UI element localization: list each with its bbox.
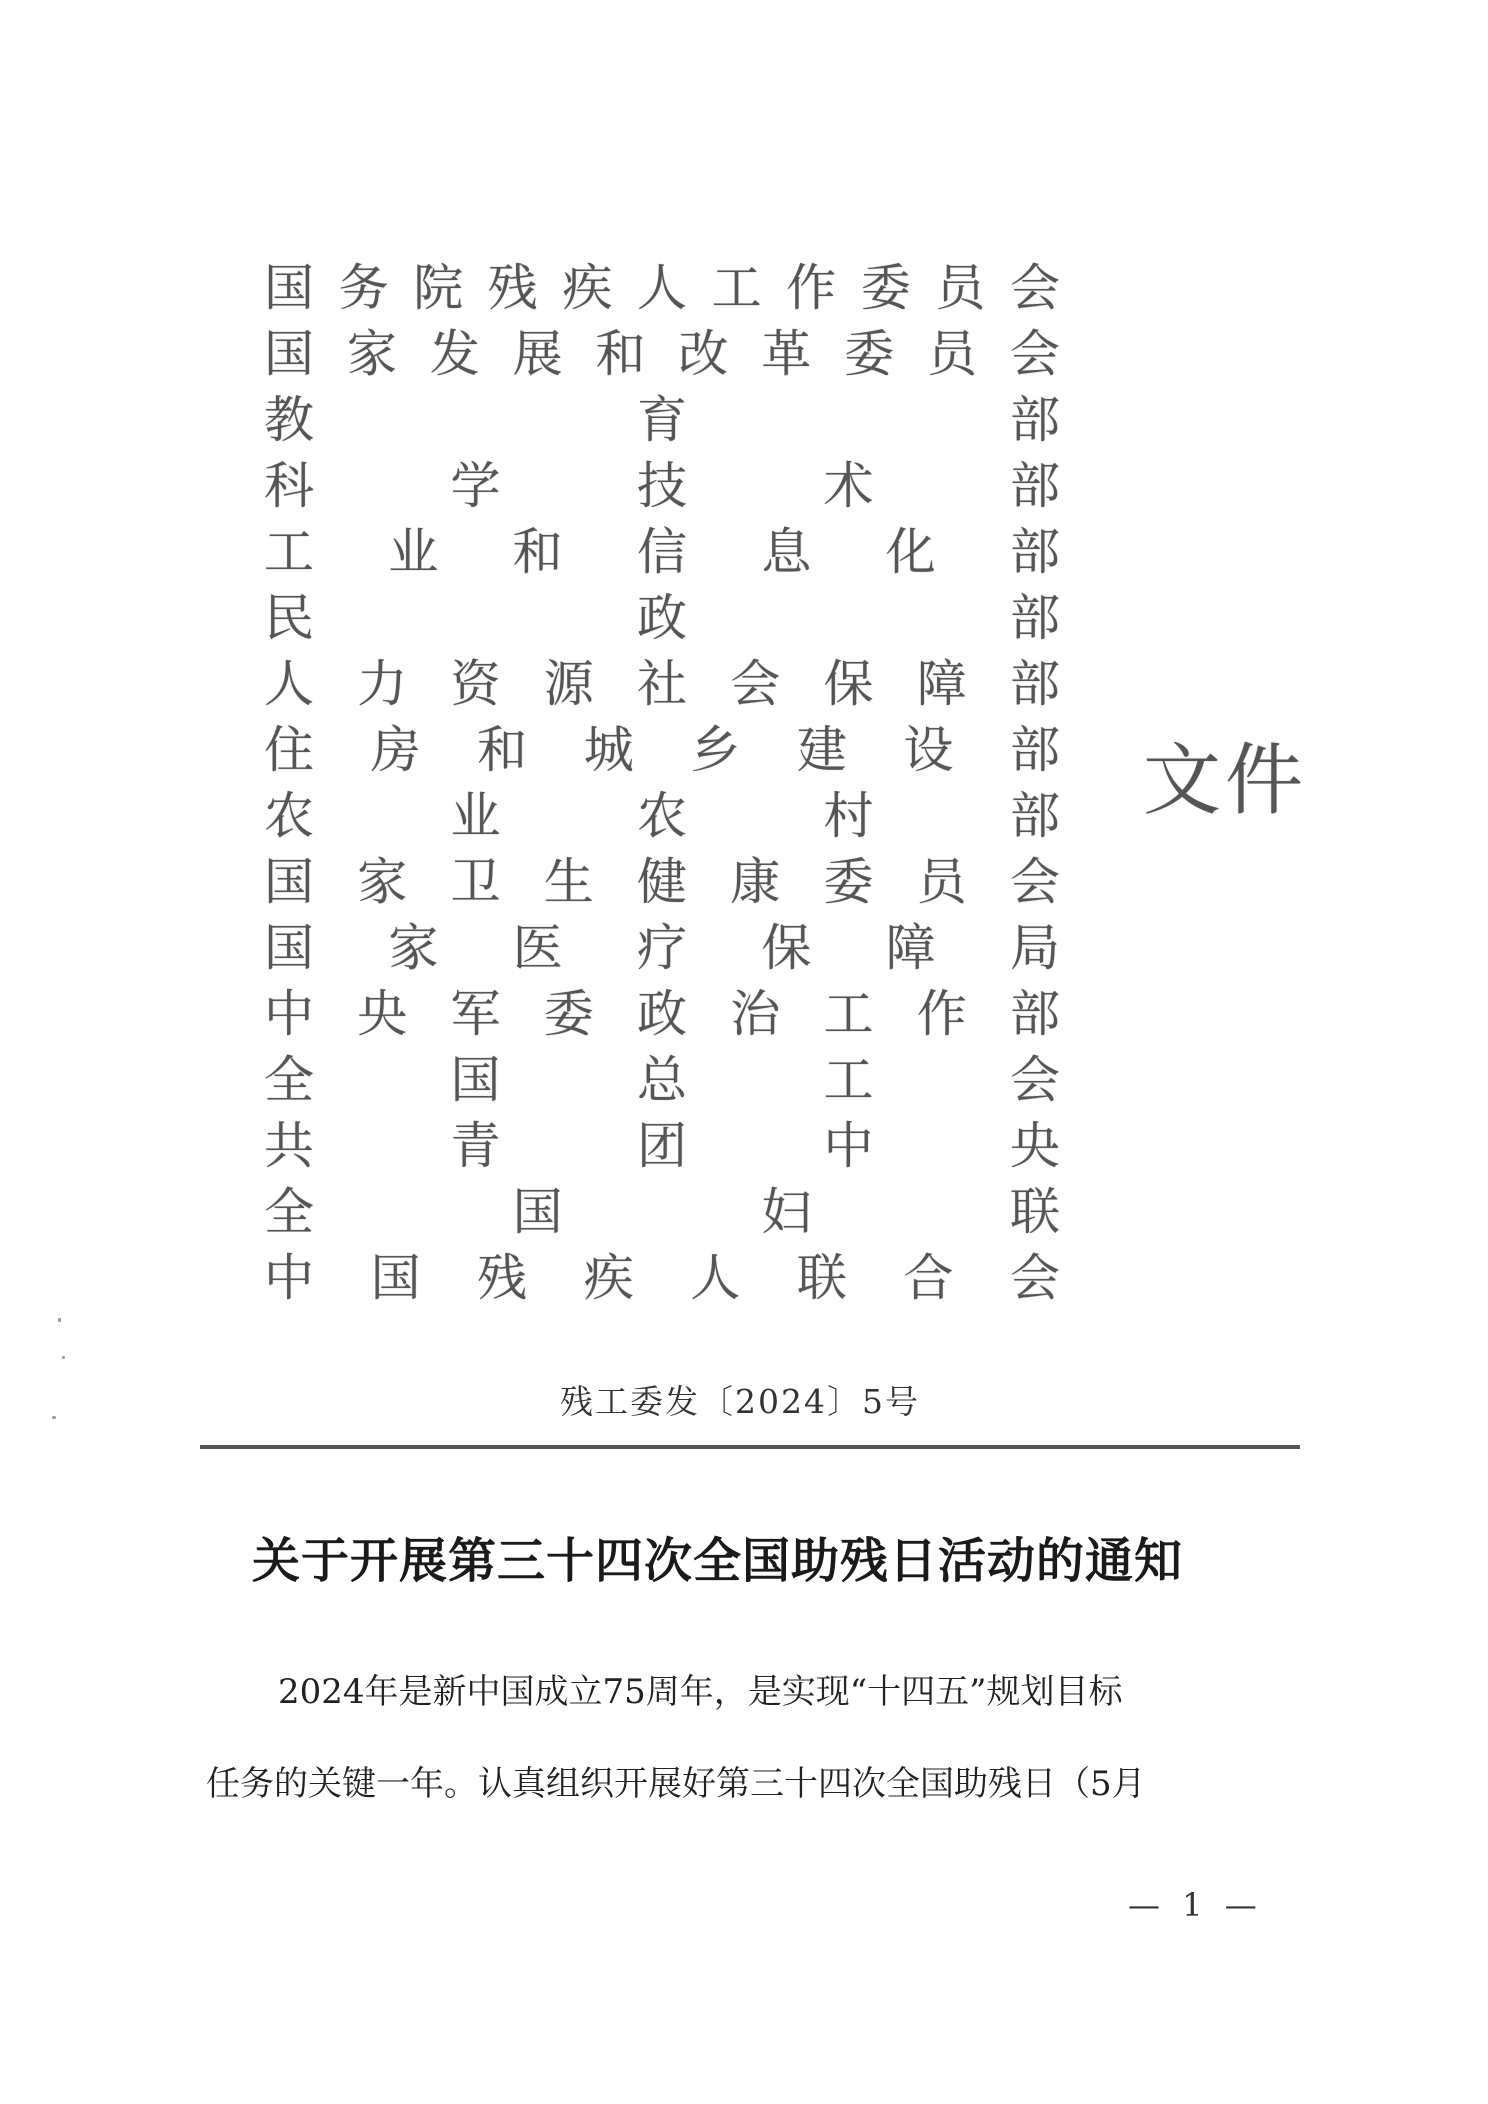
header-separator-line xyxy=(200,1445,1300,1449)
issuer-character: 政 xyxy=(637,589,687,647)
issuer-character: 共 xyxy=(264,1117,314,1175)
issuer-character: 业 xyxy=(388,523,439,581)
issuer-character: 工 xyxy=(823,985,874,1043)
issuer-character: 国 xyxy=(450,1051,501,1109)
issuer-character: 会 xyxy=(1009,325,1060,383)
issuer-character: 会 xyxy=(730,655,781,713)
issuer-character: 人 xyxy=(636,259,687,317)
issuer-character: 中 xyxy=(264,985,314,1043)
document-number: 残工委发〔2024〕5号 xyxy=(560,1382,920,1421)
issuer-character: 障 xyxy=(885,919,936,977)
issuer-character: 委 xyxy=(543,985,594,1043)
issuer-character: 人 xyxy=(690,1249,741,1307)
issuer-character: 住 xyxy=(264,721,314,779)
issuer-name xyxy=(262,387,1062,453)
scan-speck xyxy=(62,1356,65,1359)
issuer-character: 中 xyxy=(823,1117,874,1175)
issuer-name xyxy=(262,321,1062,387)
issuer-name xyxy=(262,783,1062,849)
issuer-character: 保 xyxy=(761,919,812,977)
issuer-character: 员 xyxy=(927,325,977,383)
issuer-character: 务 xyxy=(338,259,389,317)
issuer-character: 部 xyxy=(1010,391,1060,449)
issuer-character: 团 xyxy=(637,1117,687,1175)
issuer-character: 国 xyxy=(370,1249,421,1307)
issuer-character: 央 xyxy=(1010,1117,1060,1175)
issuer-character: 全 xyxy=(264,1183,314,1241)
issuer-character: 工 xyxy=(711,259,762,317)
issuer-name xyxy=(262,1245,1062,1311)
issuer-character: 国 xyxy=(264,919,314,977)
issuer-character: 工 xyxy=(823,1051,874,1109)
issuer-name xyxy=(262,981,1062,1047)
issuer-character: 健 xyxy=(637,853,687,911)
issuer-character: 保 xyxy=(823,655,874,713)
issuer-name xyxy=(262,585,1062,651)
issuer-character: 部 xyxy=(1010,655,1060,713)
issuer-character: 源 xyxy=(543,655,594,713)
issuer-character: 革 xyxy=(761,325,812,383)
issuer-character: 会 xyxy=(1009,259,1060,317)
issuer-character: 部 xyxy=(1010,787,1060,845)
issuer-character: 育 xyxy=(637,391,687,449)
issuer-character: 联 xyxy=(796,1249,847,1307)
issuer-character: 和 xyxy=(477,721,528,779)
issuer-character: 部 xyxy=(1010,589,1060,647)
issuer-character: 农 xyxy=(264,787,314,845)
issuer-character: 卫 xyxy=(450,853,501,911)
issuer-name xyxy=(262,1113,1062,1179)
issuer-character: 业 xyxy=(450,787,501,845)
issuer-character: 部 xyxy=(1009,721,1060,779)
issuer-character: 疾 xyxy=(583,1249,634,1307)
issuer-character: 全 xyxy=(264,1051,314,1109)
issuer-character: 资 xyxy=(450,655,501,713)
body-line: 任务的关键一年。认真组织开展好第三十四次全国助残日（5月 xyxy=(206,1764,1146,1804)
issuer-character: 技 xyxy=(637,457,687,515)
issuer-character: 国 xyxy=(512,1183,563,1241)
issuer-character: 康 xyxy=(730,853,781,911)
issuer-character: 社 xyxy=(637,655,687,713)
issuer-character: 治 xyxy=(730,985,781,1043)
issuer-character: 房 xyxy=(370,721,421,779)
issuer-character: 军 xyxy=(450,985,501,1043)
document-title: 关于开展第三十四次全国助残日活动的通知 xyxy=(252,1533,1184,1589)
issuer-character: 员 xyxy=(916,853,967,911)
issuer-character: 教 xyxy=(264,391,314,449)
issuer-character: 委 xyxy=(860,259,911,317)
issuer-character: 发 xyxy=(429,325,480,383)
issuer-character: 员 xyxy=(935,259,986,317)
issuer-character: 展 xyxy=(512,325,563,383)
issuer-character: 疾 xyxy=(562,259,613,317)
issuer-character: 生 xyxy=(543,853,594,911)
issuer-character: 部 xyxy=(1009,523,1060,581)
issuer-character: 化 xyxy=(885,523,936,581)
issuer-character: 委 xyxy=(823,853,874,911)
body-text xyxy=(206,1663,1306,1847)
issuer-character: 会 xyxy=(1010,853,1060,911)
issuer-character: 中 xyxy=(264,1249,314,1307)
scan-speck xyxy=(58,1318,61,1322)
issuer-character: 国 xyxy=(264,259,314,317)
issuer-character: 残 xyxy=(487,259,538,317)
issuer-name xyxy=(262,255,1062,321)
scan-speck xyxy=(52,1416,56,1419)
issuer-character: 建 xyxy=(796,721,847,779)
body-line: 2024年是新中国成立75周年，是实现“十四五”规划目标 xyxy=(278,1672,1123,1712)
issuer-character: 总 xyxy=(637,1051,687,1109)
issuer-character: 术 xyxy=(823,457,874,515)
issuer-character: 农 xyxy=(637,787,687,845)
issuer-character: 城 xyxy=(583,721,634,779)
issuer-character: 家 xyxy=(388,919,439,977)
issuing-bodies xyxy=(262,255,1062,1311)
issuer-name xyxy=(262,1047,1062,1113)
issuer-character: 学 xyxy=(450,457,501,515)
issuer-character: 委 xyxy=(844,325,895,383)
issuer-character: 民 xyxy=(264,589,314,647)
issuer-character: 会 xyxy=(1009,1249,1060,1307)
issuer-character: 人 xyxy=(264,655,314,713)
issuer-character: 作 xyxy=(786,259,837,317)
issuer-name xyxy=(262,453,1062,519)
issuer-character: 局 xyxy=(1009,919,1060,977)
issuer-character: 设 xyxy=(903,721,954,779)
issuer-character: 家 xyxy=(346,325,397,383)
issuer-name xyxy=(262,519,1062,585)
page-number: — 1 — xyxy=(1128,1886,1263,1924)
issuer-character: 力 xyxy=(357,655,408,713)
issuer-name xyxy=(262,849,1062,915)
issuer-character: 医 xyxy=(512,919,563,977)
issuer-character: 障 xyxy=(916,655,967,713)
issuer-character: 合 xyxy=(903,1249,954,1307)
issuer-name xyxy=(262,651,1062,717)
issuer-name xyxy=(262,915,1062,981)
issuer-character: 政 xyxy=(637,985,687,1043)
issuer-character: 央 xyxy=(357,985,408,1043)
issuer-name xyxy=(262,717,1062,783)
issuer-character: 青 xyxy=(450,1117,501,1175)
issuer-character: 信 xyxy=(636,523,687,581)
issuer-character: 息 xyxy=(761,523,812,581)
document-type-label: 文件 xyxy=(1143,736,1308,826)
issuer-character: 联 xyxy=(1009,1183,1060,1241)
issuer-character: 国 xyxy=(264,325,314,383)
issuer-character: 妇 xyxy=(761,1183,812,1241)
issuer-character: 和 xyxy=(512,523,563,581)
issuer-character: 改 xyxy=(678,325,729,383)
issuer-character: 国 xyxy=(264,853,314,911)
issuer-character: 院 xyxy=(413,259,464,317)
issuer-character: 乡 xyxy=(690,721,741,779)
issuer-character: 疗 xyxy=(636,919,687,977)
issuer-character: 残 xyxy=(477,1249,528,1307)
issuer-character: 家 xyxy=(357,853,408,911)
issuer-character: 村 xyxy=(823,787,874,845)
issuer-name xyxy=(262,1179,1062,1245)
issuer-character: 科 xyxy=(264,457,314,515)
issuer-character: 作 xyxy=(916,985,967,1043)
issuer-character: 部 xyxy=(1010,457,1060,515)
issuer-character: 会 xyxy=(1010,1051,1060,1109)
issuer-character: 工 xyxy=(264,523,314,581)
issuer-character: 和 xyxy=(595,325,646,383)
issuer-character: 部 xyxy=(1010,985,1060,1043)
